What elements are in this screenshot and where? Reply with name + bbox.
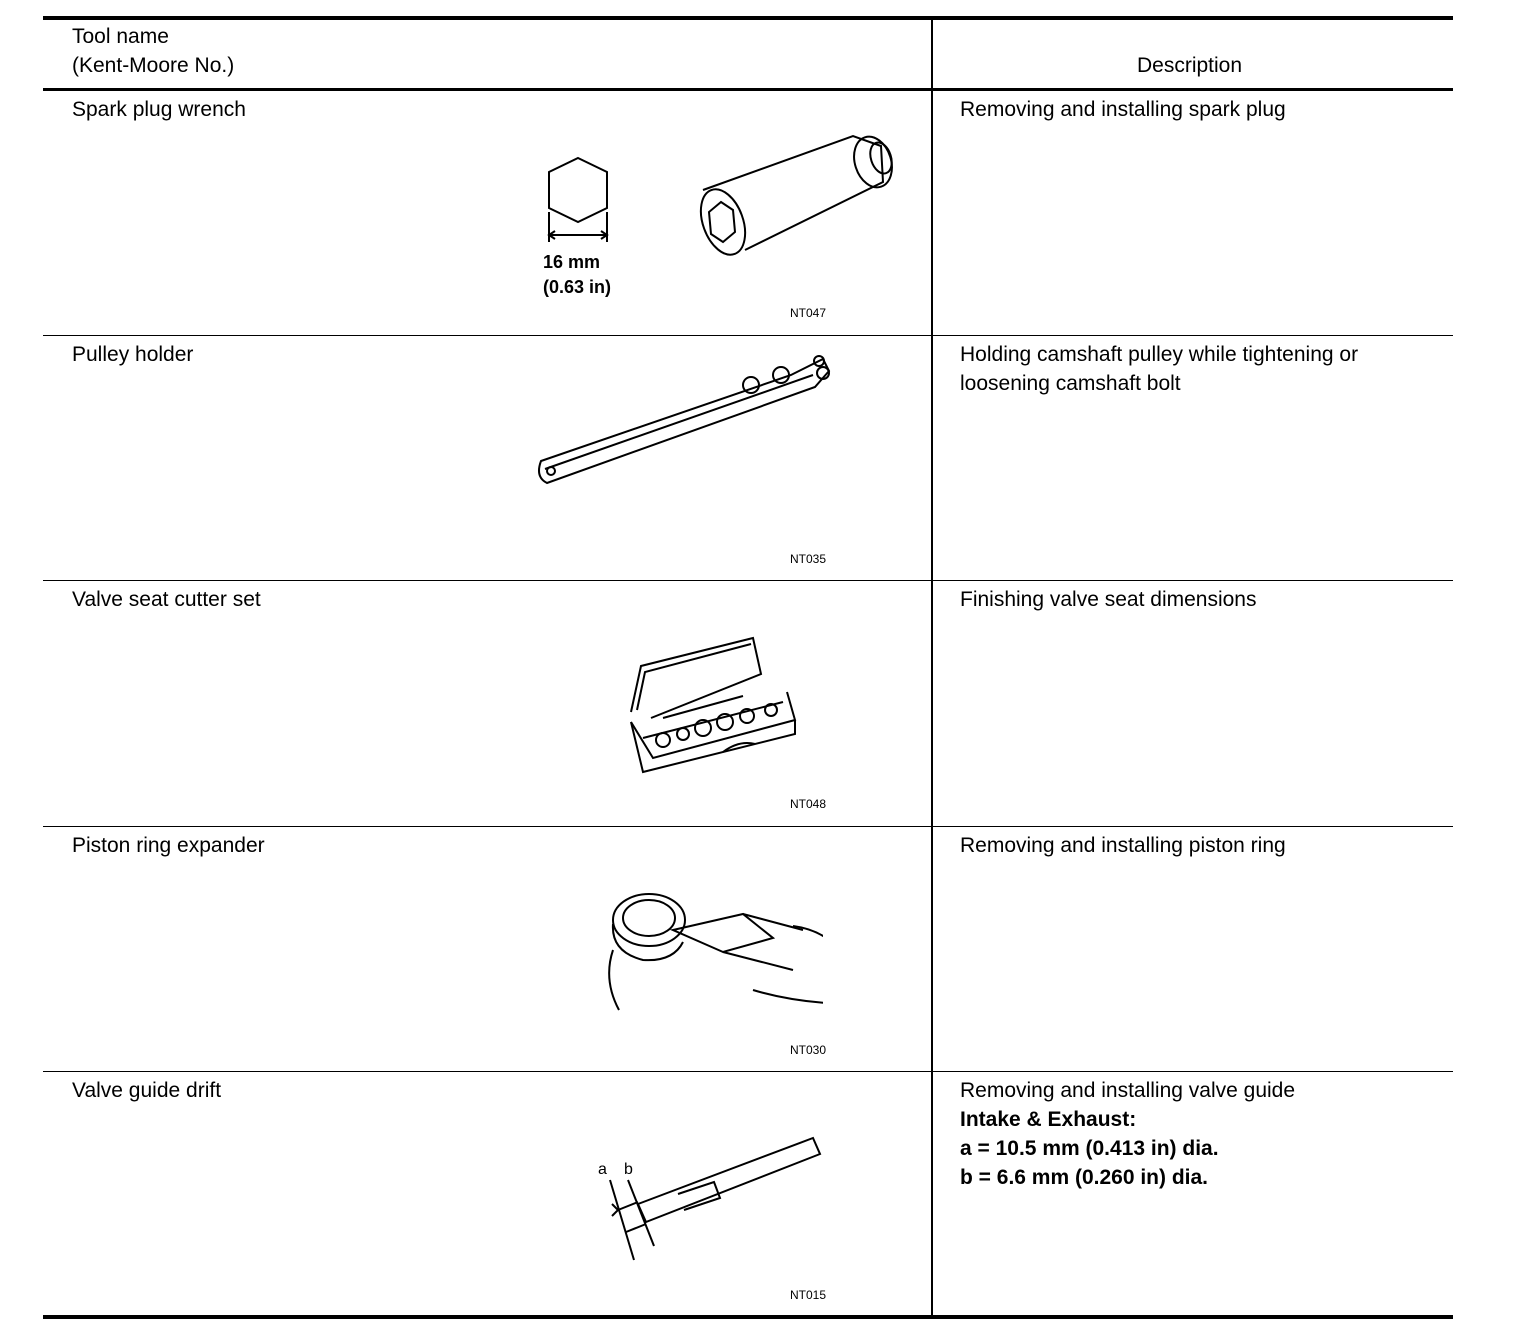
- tool-description: Removing and installing valve guide: [960, 1079, 1296, 1102]
- tool-table: [43, 0, 1453, 1340]
- header-rule: [43, 88, 1453, 91]
- figure-code: NT015: [790, 1288, 827, 1302]
- tool-description: Removing and installing piston ring: [960, 834, 1286, 857]
- piston-ring-expander-icon: [603, 880, 823, 1025]
- header-tool-name: Tool name: [72, 25, 169, 48]
- tool-name: Pulley holder: [72, 343, 194, 366]
- dimension-label-b: b: [624, 1161, 633, 1178]
- tool-name: Piston ring expander: [72, 834, 265, 857]
- row-divider: [43, 826, 1453, 827]
- table-bottom-rule: [43, 1315, 1453, 1319]
- valve-guide-drift-icon: [598, 1130, 838, 1265]
- figure-code: NT035: [790, 552, 827, 566]
- tool-description: loosening camshaft bolt: [960, 372, 1181, 395]
- dimension-a: a = 10.5 mm (0.413 in) dia.: [960, 1137, 1219, 1160]
- tool-name: Spark plug wrench: [72, 98, 246, 121]
- pulley-holder-icon: [523, 345, 853, 495]
- row-divider: [43, 1071, 1453, 1072]
- header-kent-moore: (Kent-Moore No.): [72, 54, 235, 77]
- intake-exhaust-label: Intake & Exhaust:: [960, 1108, 1137, 1131]
- figure-code: NT030: [790, 1043, 827, 1057]
- cutter-set-case-icon: [623, 630, 803, 790]
- figure-code: NT047: [790, 306, 827, 320]
- dimension-label-a: a: [598, 1161, 607, 1178]
- tool-name: Valve guide drift: [72, 1079, 222, 1102]
- row-divider: [43, 335, 1453, 336]
- dimension-b: b = 6.6 mm (0.260 in) dia.: [960, 1166, 1209, 1189]
- dimension-label: 16 mm: [543, 252, 601, 272]
- tool-description: Holding camshaft pulley while tightening or: [960, 343, 1359, 366]
- tool-description: Removing and installing spark plug: [960, 98, 1286, 121]
- figure-code: NT048: [790, 797, 827, 811]
- header-description: Description: [1137, 54, 1243, 77]
- column-divider: [931, 18, 933, 1316]
- dimension-label: (0.63 in): [543, 277, 612, 297]
- table-top-rule: [43, 16, 1453, 20]
- tool-description: Finishing valve seat dimensions: [960, 588, 1257, 611]
- tool-name: Valve seat cutter set: [72, 588, 261, 611]
- row-divider: [43, 580, 1453, 581]
